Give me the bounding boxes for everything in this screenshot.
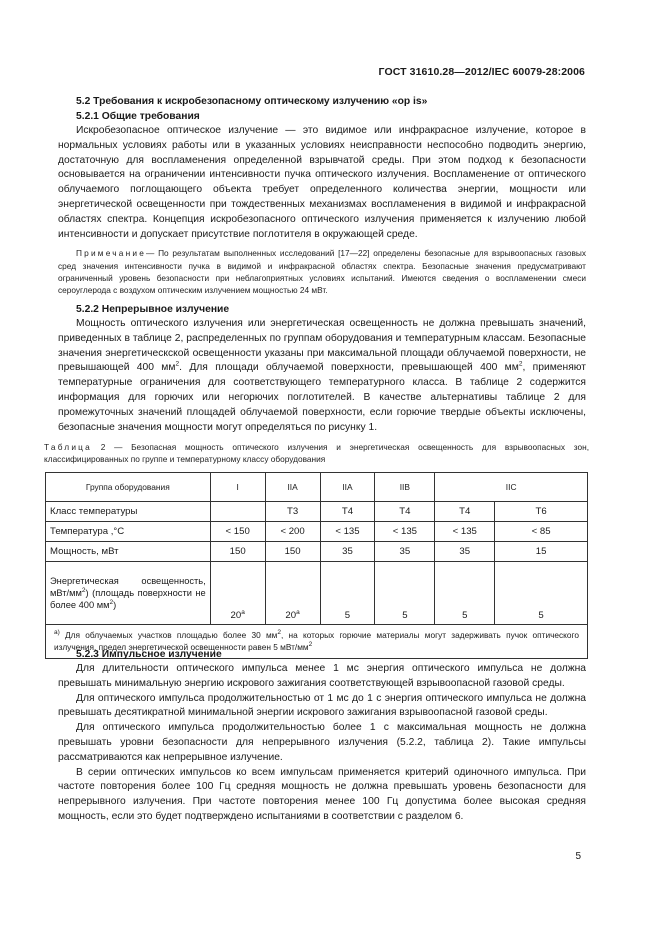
table-label: Таблица — [44, 442, 92, 452]
table-cell: 5 — [435, 562, 495, 625]
table-cell: T3 — [265, 502, 320, 522]
row-label: Температура ,°С — [46, 522, 211, 542]
table-cell: < 200 — [265, 522, 320, 542]
cell-value: 20 — [285, 610, 297, 621]
section-5-2-3-title: 5.2.3 Импульсное излучение — [76, 649, 222, 660]
footnote-part: Для облучаемых участков площадью более 30 мм — [65, 630, 278, 640]
para-part: Мощность оптического излучения или энергетическая освещенность не должна превышать значений, приведенных в таблице 2, распределенных по группам оборудования и температурным классам. Безопасные значения энергетическской освещенности указаны при максимальной площади облучаемой поверхности, не превышающей 400 мм — [58, 318, 586, 374]
table-cell: 35 — [375, 542, 435, 562]
table-cell: T4 — [320, 502, 375, 522]
table-cell: T6 — [495, 502, 588, 522]
footnote-part: , на которых горючие материалы могут задерживать пучок оптического излучения, предел энергетической освещенности равен 5 мВт/мм — [54, 630, 579, 652]
paragraph: Для оптического импульса продолжительностью более 1 с максимальная мощность не должна превышать уровни безопасности для непрерывного излучения (5.2.2, таблица 2). Такие импульсы рассматриваются как непрерывное излучение. — [58, 722, 586, 763]
paragraph: Для оптического импульса продолжительностью от 1 мс до 1 с энергия оптического импульса не должна превышать десятикратной минимальной энергии искрового зажигания взрывоопасной газовой среды. — [58, 692, 586, 719]
table-cell: 150 — [210, 542, 265, 562]
table-row — [46, 562, 588, 625]
table-cell: T4 — [375, 502, 435, 522]
table-cell: T4 — [435, 502, 495, 522]
footnote-ref: а — [296, 608, 300, 616]
footnote-mark: а) — [54, 629, 60, 637]
row-label — [46, 562, 211, 625]
cell-value: 20 — [230, 610, 242, 621]
paragraph: Для длительности оптического импульса менее 1 мс энергия оптического импульса не должна превышать минимальную энергию искрового зажигания соответствующей взрывоопасной газовой среды. — [58, 663, 586, 689]
superscript: 2 — [308, 641, 313, 649]
note-text: — По результатам выполненных исследований [17—22] определены безопасные для взрывоопасных газовых сред значения интенсивности пучка в видимой и инфракрасной областях спектра. Безопасные значения предусматривают ограниченный уровень безопасности при неблагоприятных условиях испытаний. Имеются сведения о воспламенении смеси сероуглерода с воздухом оптическим излучением мощностью 24 мВт. — [58, 248, 586, 295]
label-part: ) (площадь поверхности не более 400 мм — [50, 588, 206, 610]
table-cell: < 135 — [375, 522, 435, 542]
header-cell: IIA — [265, 473, 320, 502]
table-cell: 35 — [435, 542, 495, 562]
table-row — [46, 502, 588, 522]
table-cell: 15 — [495, 542, 588, 562]
superscript: 2 — [81, 586, 86, 594]
table-cell — [265, 562, 320, 625]
section-5-2-2-title: 5.2.2 Непрерывное излучение — [76, 304, 230, 315]
superscript: 2 — [109, 598, 114, 606]
row-label: Мощность, мВт — [46, 542, 211, 562]
para-part: , применяют температурные ограничения для соответствующего температурного класса. В таблице 2 содержится информация для горючих или негорючих поглотителей. В качестве альтернативы таблице 2 для промежуточных значений площадей облучаемой поверхности, если горючие твердые объекты исключены, безопасные значения мощности могут определяться по рисунку 1. — [58, 362, 586, 433]
table-cell: < 150 — [210, 522, 265, 542]
table-header-row — [46, 473, 588, 502]
section-5-2-2-paragraph — [58, 317, 586, 435]
paragraph: В серии оптических импульсов ко всем импульсам применяется критерий одиночного импульса. При частоте повторения более 100 Гц средняя мощность не должна превышать уровень безопасности для непрерывного излучения. При частоте повторения менее 100 Гц допустима более высокая средняя мощность, если это будет подтверждено испытаниями в соответствии с разделом 6. — [58, 766, 586, 822]
table-cell: 5 — [320, 562, 375, 625]
table-cell: 5 — [375, 562, 435, 625]
header-cell: IIC — [435, 473, 588, 502]
table-cell — [210, 562, 265, 625]
table-row — [46, 522, 588, 542]
table-cell: 5 — [495, 562, 588, 625]
superscript: 2 — [175, 360, 180, 368]
note-label: Примечание — [76, 248, 147, 259]
table-cell: < 135 — [320, 522, 375, 542]
table-caption-text: 2 — Безопасная мощность оптического излучения и энергетическая освещенность для взрывоопасных зон, классифицированных по группе и температурному классу оборудования — [44, 442, 589, 464]
header-cell: Группа оборудования — [46, 473, 211, 502]
superscript: 2 — [277, 629, 281, 637]
section-5-2-title: 5.2 Требования к искробезопасному оптическому излучению «op is» — [76, 96, 428, 107]
label-part: ) — [113, 600, 117, 610]
para-part: . Для площади облучаемой поверхности, превышающей 400 мм — [179, 362, 519, 374]
label-part: Энергетическая освещенность, мВт/мм — [50, 576, 206, 598]
header-cell: IIA — [320, 473, 375, 502]
row-label: Класс температуры — [46, 502, 211, 522]
header-cell: I — [210, 473, 265, 502]
superscript: 2 — [518, 360, 523, 368]
table-cell: < 135 — [435, 522, 495, 542]
footnote-ref: а — [241, 608, 245, 616]
section-5-2 — [58, 94, 586, 296]
section-5-2-2 — [58, 302, 586, 435]
header-cell: IIB — [375, 473, 435, 502]
page-number: 5 — [575, 851, 581, 862]
table-2 — [45, 472, 588, 659]
section-5-2-1-paragraph: Искробезопасное оптическое излучение — это видимое или инфракрасное излучение, которое в нормальных условиях работы или в указанных условиях неисправности неспособно подводить энергию, достаточную для воспламенения определенной взрывчатой среды. При этом подход к безопасности основывается на ограничении интенсивности пучка оптического излучения. Воспламенение от оптического облучаемого поглощающего объекта требует определенного количества энергии, мощности или энергетической освещенности при тождественных механизмах воспламенения в видимой и инфракрасной областях спектра. Концепция искробезопасного оптического излучения применяется к излучению любой интенсивности и допускает присутствие поглотителя в окружающей среде. — [58, 125, 586, 240]
table-cell: 150 — [265, 542, 320, 562]
section-5-2-1-title: 5.2.1 Общие требования — [76, 111, 200, 122]
section-5-2-3 — [58, 647, 586, 825]
table-cell: 35 — [320, 542, 375, 562]
table-cell — [210, 502, 265, 522]
table-row — [46, 542, 588, 562]
standard-code-header: ГОСТ 31610.28—2012/IEC 60079-28:2006 — [378, 66, 585, 78]
table-2-caption — [44, 441, 589, 465]
note-paragraph — [58, 247, 586, 296]
table-cell: < 85 — [495, 522, 588, 542]
